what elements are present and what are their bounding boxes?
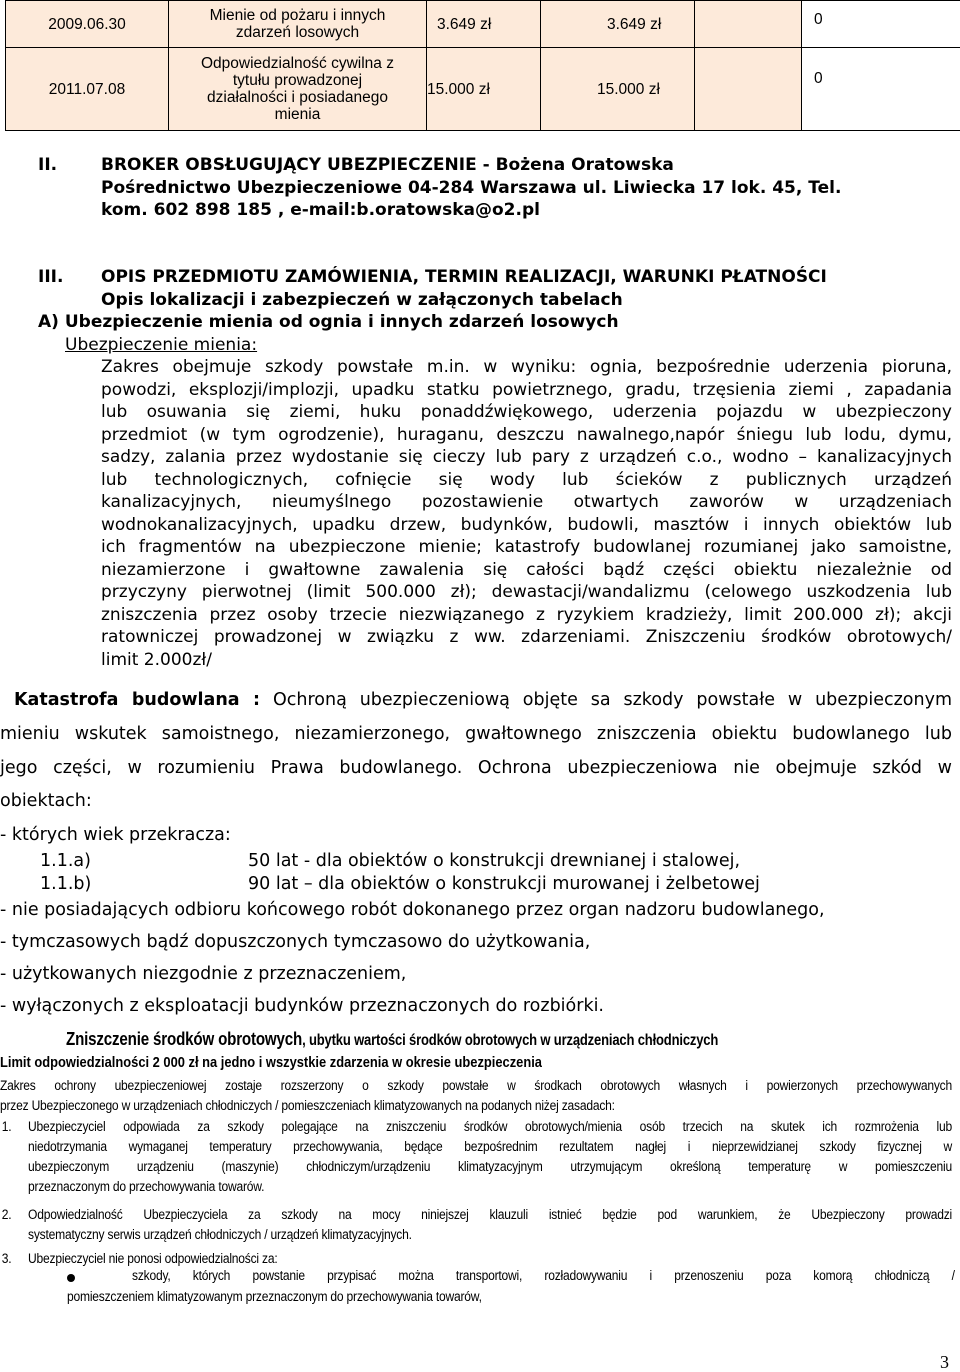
scope-line: powodzi, eksplozji/implozji, upadku statku powietrznego, gradu, trzęsienia ziemi , zapadania bbox=[101, 379, 952, 400]
sub-item-text: 50 lat - dla obiektów o konstrukcji drewnianej i stalowej, bbox=[248, 851, 741, 871]
scope-line: ratowniczej prowadzonej w związku z ww. zdarzeniami. Zniszczeniu środków obrotowych/ bbox=[101, 627, 952, 647]
desc-line: Mienie od pożaru i innych bbox=[209, 7, 386, 24]
sub-item bbox=[40, 850, 760, 873]
condition-line: ubezpieczonym urządzeniu (maszynie) chłodniczym/urządzeniu klimatyzacyjnym utrzymującym określoną temperaturę w pomieszczeniu bbox=[28, 1159, 953, 1175]
zero-value: 0 bbox=[802, 48, 960, 131]
condition-number: 1. bbox=[1, 1119, 12, 1135]
broker-line: Pośrednictwo Ubezpieczeniowe 04-284 Warszawa ul. Liwiecka 17 lok. 45, Tel. bbox=[101, 177, 842, 198]
scope-line: kanalizacyjnych, nieumyślnego pozostawienie otwartych zaworów w urządzeniach bbox=[101, 492, 952, 512]
claim-amount: 15.000 zł bbox=[427, 48, 541, 131]
point-a-heading: A) Ubezpieczenie mienia od ognia i innych zdarzeń losowych bbox=[38, 312, 619, 332]
scope-line: limit 2.000zł/ bbox=[101, 649, 212, 670]
scope-line: ich fragmentów na ubezpieczone mienie; katastrofy budowlanej rozumianej jako samoistne, bbox=[101, 537, 952, 557]
heading-main: Zniszczenie środków obrotowych bbox=[66, 1029, 303, 1049]
claim-description bbox=[169, 1, 427, 48]
sub-item bbox=[40, 873, 760, 896]
broker-line: BROKER OBSŁUGUJĄCY UBEZPIECZENIE - Bożena Oratowska bbox=[101, 155, 674, 175]
disaster-line: obiektach: bbox=[0, 791, 92, 811]
condition-line: Ubezpieczyciel nie ponosi odpowiedzialności za: bbox=[28, 1251, 278, 1267]
disaster-line: mieniu wskutek samoistnego, niezamierzonego, gwałtownego zniszczenia obiektu budowlanego lub bbox=[0, 724, 952, 744]
age-sub-items bbox=[40, 850, 760, 896]
exclusion-item: - tymczasowych bądź dopuszczonych tymczasowo do użytkowania, bbox=[0, 932, 591, 952]
scope-line: niezamierzone i gwałtowne zawalenia się całości bądź części obiektu niezależnie od bbox=[101, 559, 952, 580]
desc-line: mienia bbox=[274, 106, 321, 123]
bullet-line-2: pomieszczeniem klimatyzowanym przeznaczonym do przechowywania towarów, bbox=[67, 1289, 482, 1305]
section-2-broker bbox=[101, 154, 956, 222]
claim-amount: 3.649 zł bbox=[427, 1, 541, 48]
empty-cell bbox=[695, 1, 802, 48]
condition-line: niedotrzymania wymaganej temperatury przechowywania, będące bezpośrednim rezultatem nagłej i nieprzewidzianej szkody fizycznej w bbox=[28, 1139, 953, 1155]
intro-line: przez Ubezpieczonego w urządzeniach chłodniczych / pomieszczeniach klimatyzowanych na podanych niżej zasadach: bbox=[0, 1098, 615, 1114]
broker-line: kom. 602 898 185 , e-mail:b.oratowska@o2.pl bbox=[101, 200, 540, 220]
scope-line: lub osuwania się ziemi, huku ponaddźwiękowego, uderzenia pojazdu w ubezpieczony bbox=[101, 402, 952, 422]
scope-line: przyczyny pierwotnej (limit 500.000 zł); dewastacji/wandalizmu (celowego uszkodzenia lub bbox=[101, 582, 952, 602]
empty-cell bbox=[695, 48, 802, 131]
condition-number: 3. bbox=[1, 1251, 12, 1267]
exclusion-list bbox=[0, 894, 825, 1022]
current-assets-heading bbox=[66, 1027, 718, 1053]
desc-line: tytułu prowadzonej bbox=[232, 72, 363, 89]
heading-rest: , ubytku wartości środków obrotowych w urządzeniach chłodniczych bbox=[302, 1032, 719, 1049]
exclusion-item: - wyłączonych z eksploatacji budynków przeznaczonych do rozbiórki. bbox=[0, 996, 604, 1016]
scope-line: wodnokanalizacyjnych, upadku drzew, budynków, budowli, masztów i innych obiektów lub bbox=[101, 514, 952, 535]
intro-line: Zakres ochrony ubezpieczeniowej zostaje rozszerzony o szkody powstałe w środkach obrotowych własnych i powierzonych przechowywanych bbox=[0, 1078, 952, 1094]
disaster-intro: - których wiek przekracza: bbox=[0, 824, 231, 845]
scope-line: zniszczenia przez osoby trzecie niezwiązanego z ryzykiem kradzieży, limit 200.000 zł); akcji bbox=[101, 604, 952, 625]
paid-amount: 15.000 zł bbox=[541, 48, 695, 131]
condition-line: Odpowiedzialność Ubezpieczyciela za szkody na mocy niniejszej klauzuli istnieć będzie pod warunkiem, że Ubezpieczony prowadzi bbox=[28, 1207, 953, 1223]
claim-date: 2009.06.30 bbox=[6, 1, 169, 48]
bullet-line-1 bbox=[132, 1266, 955, 1286]
disaster-line: jego części, w rozumieniu Prawa budowlanego. Ochrona ubezpieczeniowa nie obejmuje szkód w bbox=[0, 757, 952, 778]
exclusion-item: - użytkowanych niezgodnie z przeznaczeniem, bbox=[0, 964, 407, 984]
condition-item bbox=[0, 1205, 952, 1245]
scope-line: Zakres obejmuje szkody powstałe m.in. w wyniku: ognia, bezpośrednie uderzenia pioruna, bbox=[101, 357, 952, 377]
section-3-subtitle: Opis lokalizacji i zabezpieczeń w załączonych tabelach bbox=[101, 290, 623, 310]
subheading-underlined: Ubezpieczenie mienia: bbox=[65, 335, 258, 355]
construction-disaster-paragraph bbox=[14, 684, 952, 718]
insurance-claims-table bbox=[5, 0, 960, 131]
disaster-label: Katastrofa budowlana : bbox=[14, 690, 261, 710]
claim-date: 2011.07.08 bbox=[6, 48, 169, 131]
construction-disaster-continued bbox=[0, 718, 952, 852]
bullet-icon bbox=[67, 1274, 75, 1282]
disaster-text: Ochroną ubezpieczeniową objęte sa szkody powstałe w ubezpieczonym bbox=[272, 690, 952, 710]
section-3-title: OPIS PRZEDMIOTU ZAMÓWIENIA, TERMIN REALIZACJI, WARUNKI PŁATNOŚCI bbox=[101, 267, 827, 287]
table-row bbox=[6, 48, 960, 131]
condition-line: przeznaczonym do przechowywania towarów. bbox=[28, 1179, 265, 1195]
condition-line: Ubezpieczyciel odpowiada za szkody polegające na zniszczeniu środków obrotowych/mienia osób trzecich na skutek ich rozmrożenia lub bbox=[28, 1119, 953, 1135]
numbered-conditions bbox=[0, 1117, 952, 1269]
condition-number: 2. bbox=[1, 1207, 12, 1223]
desc-line: działalności i posiadanego bbox=[207, 89, 388, 106]
zero-value: 0 bbox=[802, 1, 960, 48]
scope-paragraph bbox=[101, 356, 952, 671]
desc-line: zdarzeń losowych bbox=[235, 24, 360, 41]
scope-line: sadzy, zalania przez wydostanie się cieczy lub pary z urządzeń c.o., wodno – kanalizacyjnych bbox=[101, 447, 952, 467]
paid-amount: 3.649 zł bbox=[541, 1, 695, 48]
disaster-line bbox=[14, 684, 952, 718]
section-2-number: II. bbox=[38, 155, 58, 175]
sub-item-number: 1.1.b) bbox=[40, 874, 92, 894]
sub-item-number: 1.1.a) bbox=[40, 851, 91, 871]
liability-limit: Limit odpowiedzialności 2 000 zł na jedno i wszystkie zdarzenia w okresie ubezpieczenia bbox=[0, 1054, 542, 1071]
bullet-text: szkody, których powstanie przypisać można transportowi, rozładowywaniu i przenoszeniu poza komorą chłodniczą / bbox=[132, 1268, 955, 1284]
claim-description bbox=[169, 48, 427, 131]
section-3-number: III. bbox=[38, 267, 64, 287]
desc-line: Odpowiedzialność cywilna z bbox=[201, 55, 394, 72]
current-assets-intro bbox=[0, 1076, 952, 1116]
exclusion-item: - nie posiadających odbioru końcowego robót dokonanego przez organ nadzoru budowlanego, bbox=[0, 900, 825, 920]
condition-line: systematyczny serwis urządzeń chłodniczych / urządzeń klimatyzacyjnych. bbox=[28, 1227, 412, 1243]
scope-line: przedmiot (w tym ogrodzenie), huraganu, deszczu nawalnego,napór śniegu lub lodu, dymu, bbox=[101, 424, 952, 445]
condition-item bbox=[0, 1117, 952, 1197]
table-row bbox=[6, 1, 960, 48]
scope-line: lub technologicznych, cofnięcie się wody lub ścieków z publicznych urządzeń bbox=[101, 469, 952, 490]
sub-item-text: 90 lat – dla obiektów o konstrukcji murowanej i żelbetowej bbox=[248, 874, 760, 894]
page-number: 3 bbox=[940, 1352, 949, 1372]
